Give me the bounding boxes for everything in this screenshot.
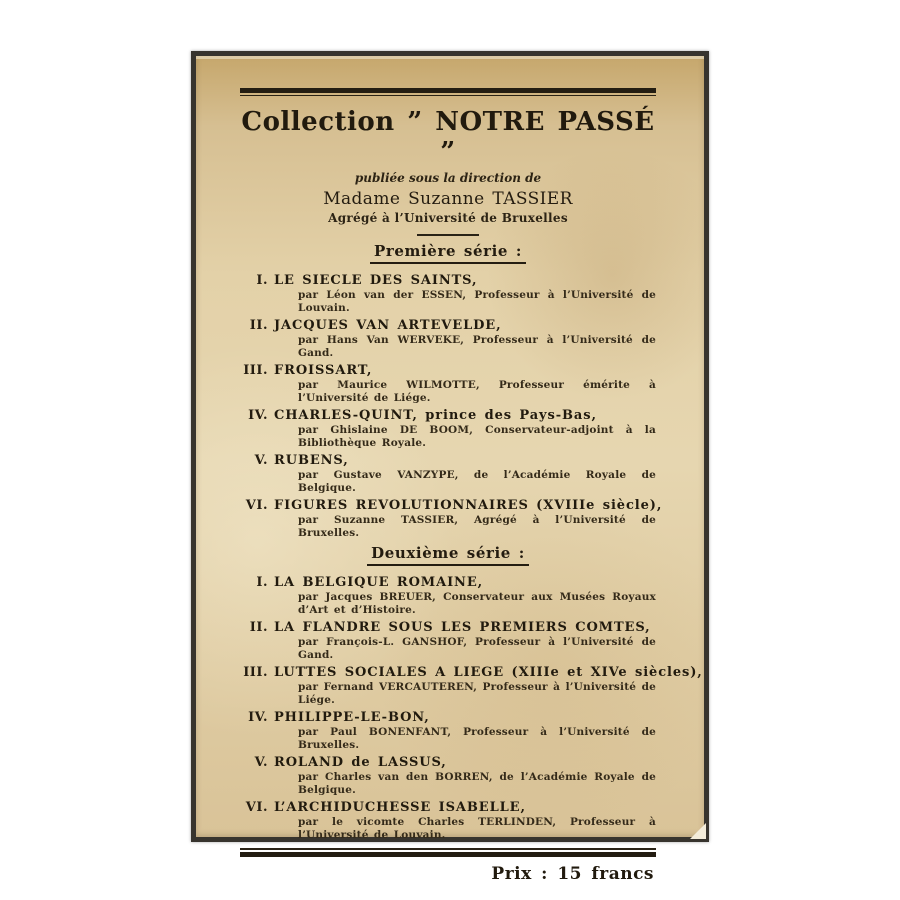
book-author: par François-L. GANSHOF, Professeur à l’Université de Gand. [298,636,656,661]
book-item [240,273,656,314]
book-numeral: I. [256,273,268,288]
book-item [240,408,656,449]
book-numeral: V. [254,755,268,770]
book-title: CHARLES-QUINT, prince des Pays-Bas, [274,408,597,423]
page-content [240,56,703,884]
book-item [240,800,656,841]
page-photo [191,51,709,884]
series-section-1 [240,242,663,539]
book-title: LA BELGIQUE ROMAINE, [274,575,484,590]
top-double-rule [240,88,656,96]
book-title: LA FLANDRE SOUS LES PREMIERS COMTES, [274,620,651,635]
book-numeral: III. [243,665,268,680]
book-title: LUTTES SOCIALES A LIEGE (XIIIe et XIVe siècles), [274,665,703,680]
book-author: par Charles van den BORREN, de l’Académie Royale de Belgique. [298,771,656,796]
book-item [240,620,656,661]
book-author: par Suzanne TASSIER, Agrégé à l’Université de Bruxelles. [298,514,656,539]
book-author: par Maurice WILMOTTE, Professeur émérite à l’Université de Liége. [298,379,656,404]
book-item [240,453,656,494]
book-list [240,575,703,841]
book-item [240,710,656,751]
book-title: L’ARCHIDUCHESSE ISABELLE, [274,800,526,815]
book-numeral: VI. [245,498,268,513]
catalogue-page [196,56,704,884]
book-item [240,318,656,359]
book-numeral: IV. [248,408,268,423]
series-heading: Première série : [370,242,526,264]
book-numeral: VI. [245,800,268,815]
book-author: par Hans Van WERVEKE, Professeur à l’Université de Gand. [298,334,656,359]
book-author: par Ghislaine DE BOOM, Conservateur-adjoint à la Bibliothèque Royale. [298,424,656,449]
book-title: FROISSART, [274,363,373,378]
book-author: par Paul BONENFANT, Professeur à l’Université de Bruxelles. [298,726,656,751]
book-author: par Jacques BREUER, Conservateur aux Musées Royaux d’Art et d’Histoire. [298,591,656,616]
collection-title: Collection ” NOTRE PASSÉ ” [241,107,655,167]
series-heading: Deuxième série : [367,544,529,566]
page-corner-wear [690,823,706,839]
book-item [240,755,656,796]
book-author: par Gustave VANZYPE, de l’Académie Royale de Belgique. [298,469,656,494]
edition-subtitle: publiée sous la direction de [354,171,542,185]
book-numeral: I. [256,575,268,590]
book-numeral: II. [249,318,268,333]
series-section-2 [240,544,703,841]
book-item [240,665,703,706]
book-author: par Fernand VERCAUTEREN, Professeur à l’Université de Liége. [298,681,656,706]
book-title: RUBENS, [274,453,349,468]
book-title: ROLAND de LASSUS, [274,755,447,770]
book-author: par le vicomte Charles TERLINDEN, Professeur à l’Université de Louvain. [298,816,656,841]
book-title: LE SIECLE DES SAINTS, [274,273,478,288]
book-numeral: IV. [248,710,268,725]
book-title: FIGURES REVOLUTIONNAIRES (XVIIIe siècle), [274,498,663,513]
director-title: Agrégé à l’Université de Bruxelles [328,211,568,225]
header-divider [417,234,479,236]
price-label: Prix : 15 francs [491,864,654,884]
book-title: PHILIPPE-LE-BON, [274,710,430,725]
book-title: JACQUES VAN ARTEVELDE, [274,318,502,333]
book-numeral: II. [249,620,268,635]
book-item [240,363,656,404]
bottom-double-rule [240,848,656,857]
book-list [240,273,663,539]
book-item [240,575,656,616]
director-name: Madame Suzanne TASSIER [323,189,573,209]
book-item [240,498,663,539]
book-numeral: V. [254,453,268,468]
book-author: par Léon van der ESSEN, Professeur à l’Université de Louvain. [298,289,656,314]
book-numeral: III. [243,363,268,378]
